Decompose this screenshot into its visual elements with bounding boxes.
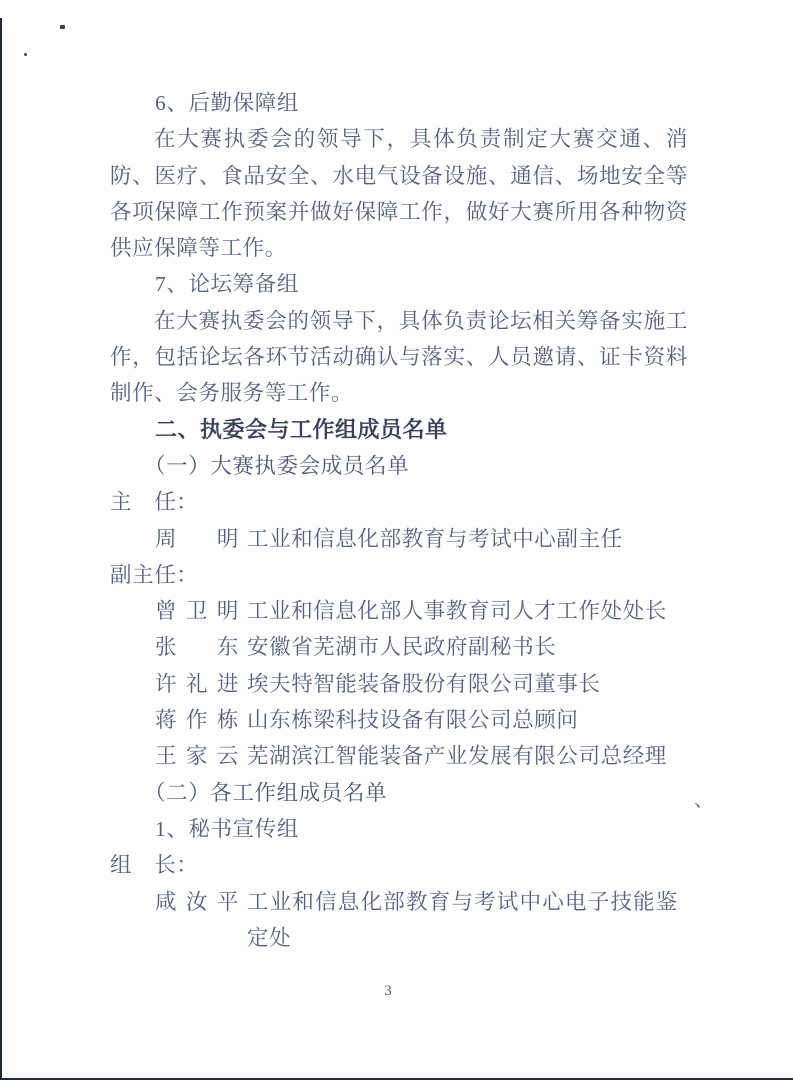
member-title: 安徽省芜湖市人民政府副秘书长 <box>247 635 557 660</box>
member-row <box>110 521 688 557</box>
deputy-label: 副主任： <box>110 562 199 587</box>
group6-paragraph: 在大赛执委会的领导下，具体负责制定大赛交通、消防、医疗、食品安全、水电气设备设施、通信、场地安全等各项保障工作预案并做好保障工作，做好大赛所用各种物资供应保障等工作。 <box>110 127 688 261</box>
member-name: 咸汝平 <box>155 889 239 914</box>
leader-label: 组 长： <box>110 853 199 878</box>
member-title: 工业和信息化部教育与考试中心副主任 <box>247 526 623 551</box>
group7-paragraph: 在大赛执委会的领导下，具体负责论坛相关筹备实施工作，包括论坛各环节活动确认与落实、人员邀请、证卡资料制作、会务服务等工作。 <box>110 308 688 406</box>
subsection1-heading: （一）大赛执委会成员名单 <box>144 453 410 478</box>
stray-ink-mark: 、 <box>694 789 715 811</box>
member-name: 张 东 <box>155 635 239 660</box>
scan-speck <box>24 53 27 56</box>
member-name: 曾卫明 <box>155 599 239 624</box>
member-title: 工业和信息化部教育与考试中心电子技能鉴定处 <box>247 889 678 950</box>
subsection2-heading: （二）各工作组成员名单 <box>144 780 388 805</box>
document-content <box>110 85 688 956</box>
member-title: 山东栋梁科技设备有限公司总顾问 <box>247 708 579 733</box>
member-row <box>110 666 688 702</box>
member-title: 埃夫特智能装备股份有限公司董事长 <box>247 671 601 696</box>
member-name: 王家云 <box>155 744 239 769</box>
group1-heading: 1、秘书宣传组 <box>155 816 299 841</box>
director-label: 主 任： <box>110 490 199 515</box>
scan-speck <box>60 25 65 29</box>
group6-heading: 6、后勤保障组 <box>155 91 299 115</box>
member-row <box>110 738 688 774</box>
member-row <box>110 629 688 665</box>
page-number: 3 <box>384 983 392 999</box>
scan-edge-left <box>0 18 2 1080</box>
member-name: 周 明 <box>155 526 239 551</box>
group7-heading: 7、论坛筹备组 <box>155 272 299 297</box>
member-row <box>110 884 688 957</box>
member-row <box>110 593 688 629</box>
member-title: 芜湖滨江智能装备产业发展有限公司总经理 <box>247 744 667 769</box>
member-name: 蒋作栋 <box>155 708 239 733</box>
member-name: 许礼进 <box>155 671 239 696</box>
member-title: 工业和信息化部人事教育司人才工作处处长 <box>247 599 667 624</box>
member-row <box>110 702 688 738</box>
section2-heading: 二、执委会与工作组成员名单 <box>155 416 448 442</box>
